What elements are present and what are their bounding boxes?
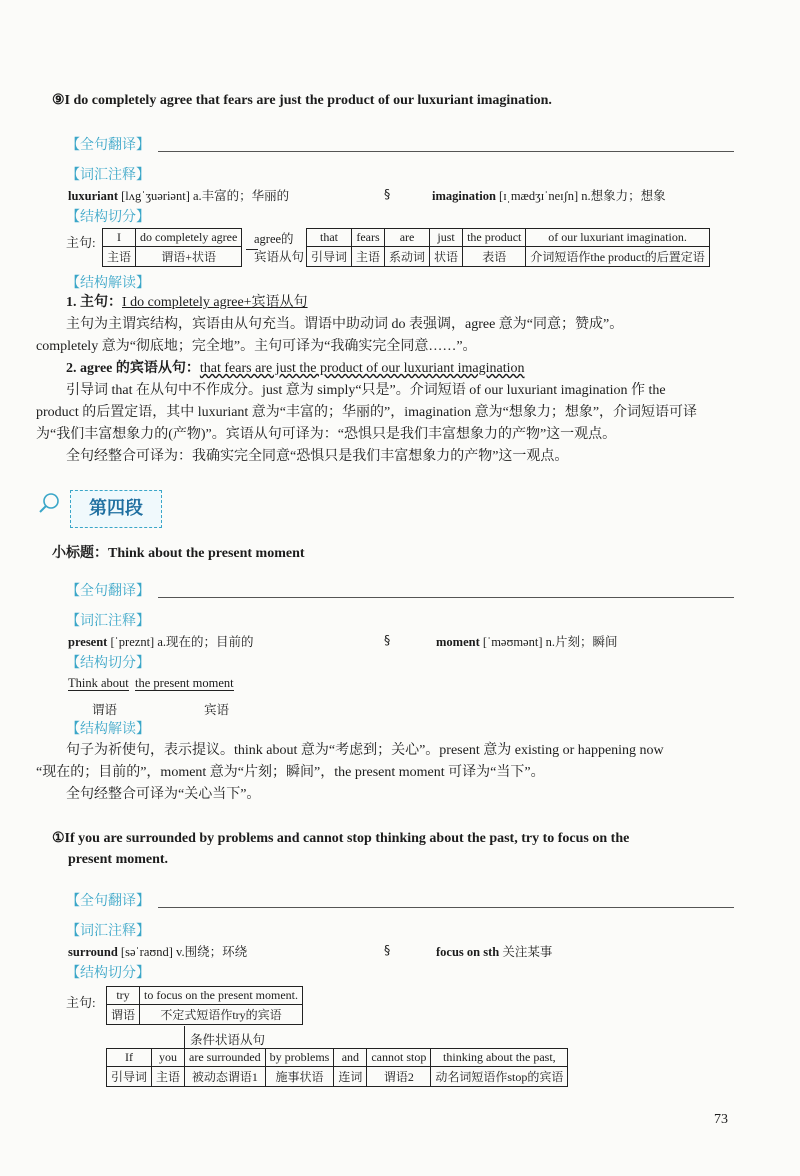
struct-role-object: 宾语	[204, 703, 230, 717]
role-cell: 谓语+状语	[136, 247, 242, 267]
explain-paragraph-2-line-3: 为“我们丰富想象力的(产物)”。宾语从句可译为：“恐惧只是我们丰富想象力的产物”这一观点。	[36, 427, 617, 442]
explain-paragraph-2-line-1: 引导词 that 在从句中不作成分。just 意为 simply“只是”。介词短语 of our luxuriant imagination 作 the	[66, 383, 666, 398]
agree-object-label: agree的 宾语从句	[254, 232, 305, 264]
translation-blank-line	[158, 597, 734, 598]
role-cell: 谓语2	[367, 1067, 431, 1087]
condition-clause-label: 条件状语从句	[190, 1033, 266, 1047]
tag-vocab: 【词汇注释】	[66, 613, 150, 629]
tag-full-translation: 【全句翻译】	[66, 893, 150, 909]
translation-blank-line	[158, 907, 734, 908]
word-cell: that	[307, 229, 352, 247]
vocab-surround: surround [səˈraʊnd] v.围绕；环绕	[68, 945, 248, 959]
word-cell: to focus on the present moment.	[140, 987, 303, 1005]
word-cell: of our luxuriant imagination.	[526, 229, 709, 247]
section-explain-line-2: “现在的；目前的”，moment 意为“片刻；瞬间”，the present moment 可译为“当下”。	[36, 765, 545, 780]
role-cell: 主语	[103, 247, 136, 267]
struct-role-predicate: 谓语	[92, 703, 118, 717]
vocab-luxuriant: luxuriant [lʌgˈʒuəriənt] a.丰富的；华丽的	[68, 189, 290, 203]
role-cell: 连词	[334, 1067, 367, 1087]
tag-explain: 【结构解读】	[66, 721, 150, 737]
separator-icon: §	[384, 186, 391, 201]
role-cell: 被动态谓语1	[185, 1067, 266, 1087]
explain-paragraph-1-line-2: completely 意为“彻底地；完全地”。主句可译为“我确实完全同意……”。	[36, 339, 477, 354]
role-cell: 引导词	[107, 1067, 152, 1087]
word-cell: thinking about the past,	[431, 1049, 568, 1067]
explain-heading-2: 2. agree 的宾语从句：that fears are just the product of our luxuriant imagination	[66, 361, 525, 376]
arrow-line	[246, 249, 258, 250]
struct-words: Think about the present moment	[68, 676, 234, 690]
main-clause-label: 主句:	[66, 235, 96, 250]
word-cell: you	[152, 1049, 185, 1067]
word-cell: are	[385, 229, 430, 247]
role-cell: 主语	[352, 247, 385, 267]
word-cell: and	[334, 1049, 367, 1067]
structure-box-clause	[306, 228, 710, 267]
tag-structure: 【结构切分】	[66, 655, 150, 671]
role-cell: 施事状语	[265, 1067, 334, 1087]
section-title: 第四段	[70, 490, 162, 528]
explain-summary: 全句经整合可译为：我确实完全同意“恐惧只是我们丰富想象力的产物”这一观点。	[66, 449, 569, 464]
sentence-1-line-2: present moment.	[68, 852, 169, 867]
section-subtitle: 小标题：Think about the present moment	[52, 546, 305, 561]
vocab-present: present [ˈpreznt] a.现在的；目前的	[68, 635, 254, 649]
word-cell: do completely agree	[136, 229, 242, 247]
tag-vocab: 【词汇注释】	[66, 167, 150, 183]
word-cell: the product	[463, 229, 526, 247]
tag-explain: 【结构解读】	[66, 275, 150, 291]
word-cell: If	[107, 1049, 152, 1067]
section-explain-line-3: 全句经整合可译为“关心当下”。	[66, 787, 261, 802]
magnifier-icon	[38, 492, 60, 514]
word-cell: I	[103, 229, 136, 247]
structure-box-clause	[106, 1048, 568, 1087]
role-cell: 谓语	[107, 1005, 140, 1025]
tag-structure: 【结构切分】	[66, 965, 150, 981]
explain-paragraph-1-line-1: 主句为主谓宾结构，宾语由从句充当。谓语中助动词 do 表强调，agree 意为“同意；赞成”。	[66, 317, 624, 332]
sentence-9: ⑨I do completely agree that fears are just the product of our luxuriant imagination.	[52, 93, 552, 108]
vocab-focus-on: focus on sth 关注某事	[436, 945, 553, 959]
separator-icon: §	[384, 942, 391, 957]
structure-box-main	[102, 228, 242, 267]
tag-structure: 【结构切分】	[66, 209, 150, 225]
tag-full-translation: 【全句翻译】	[66, 583, 150, 599]
translation-blank-line	[158, 151, 734, 152]
sentence-1-line-1: ①If you are surrounded by problems and cannot stop thinking about the past, try to focus on the	[52, 831, 630, 846]
word-cell: just	[430, 229, 463, 247]
role-cell: 状语	[430, 247, 463, 267]
role-cell: 动名词短语作stop的宾语	[431, 1067, 568, 1087]
explain-paragraph-2-line-2: product 的后置定语，其中 luxuriant 意为“丰富的；华丽的”，imagination 意为“想象力；想象”，介词短语可译	[36, 405, 698, 420]
role-cell: 不定式短语作try的宾语	[140, 1005, 303, 1025]
vocab-moment: moment [ˈməʊmənt] n.片刻；瞬间	[436, 635, 618, 649]
vocab-imagination: imagination [ɪˌmædʒɪˈneɪʃn] n.想象力；想象	[432, 189, 666, 203]
main-clause-label: 主句:	[66, 995, 96, 1010]
word-cell: by problems	[265, 1049, 334, 1067]
arrow-line	[184, 1026, 185, 1048]
structure-box-main	[106, 986, 303, 1025]
word-cell: fears	[352, 229, 385, 247]
section-explain-line-1: 句子为祈使句，表示提议。think about 意为“考虑到；关心”。present 意为 existing or happening now	[66, 743, 664, 758]
word-cell: try	[107, 987, 140, 1005]
role-cell: 系动词	[385, 247, 430, 267]
role-cell: 表语	[463, 247, 526, 267]
word-cell: are surrounded	[185, 1049, 266, 1067]
word-cell: cannot stop	[367, 1049, 431, 1067]
tag-vocab: 【词汇注释】	[66, 923, 150, 939]
tag-full-translation: 【全句翻译】	[66, 137, 150, 153]
page-number: 73	[714, 1112, 728, 1127]
explain-heading-1: 1. 主句：I do completely agree+宾语从句	[66, 295, 308, 310]
role-cell: 引导词	[307, 247, 352, 267]
separator-icon: §	[384, 632, 391, 647]
role-cell: 主语	[152, 1067, 185, 1087]
role-cell: 介词短语作the product的后置定语	[526, 247, 709, 267]
